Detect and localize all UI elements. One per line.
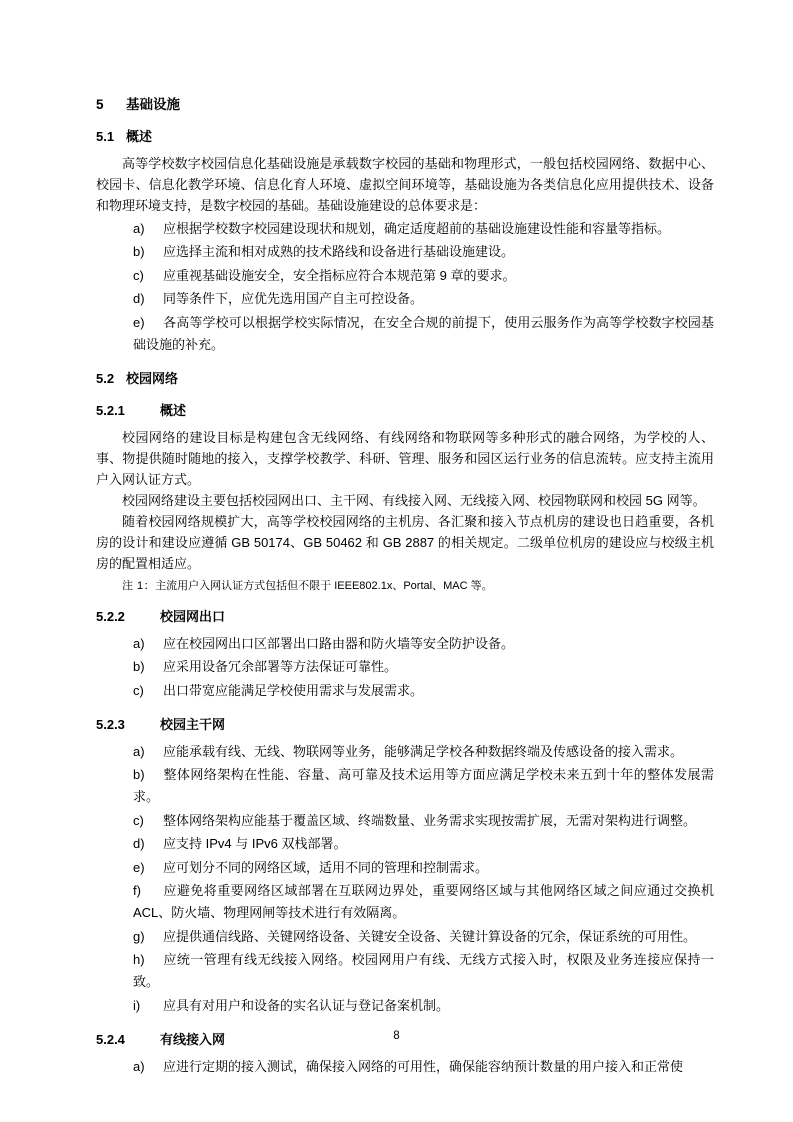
- item-text: 应统一管理有线无线接入网络。校园网用户有线、无线方式接入时，权限及业务连接应保持一致。: [133, 952, 714, 989]
- heading-title: 概述: [160, 402, 187, 418]
- list-item: [96, 995, 714, 1017]
- item-text: 整体网络架构在性能、容量、高可靠及技术运用等方面应满足学校未来五到十年的整体发展需求。: [133, 767, 714, 804]
- list-item: [96, 218, 714, 240]
- note-label: 注 1：: [122, 579, 156, 592]
- item-marker: b): [133, 244, 145, 259]
- heading-number: 5.2.1: [96, 402, 125, 418]
- list-5-2-4: [96, 1056, 714, 1078]
- item-text: 整体网络架构应能基于覆盖区域、终端数量、业务需求实现按需扩展，无需对架构进行调整。: [163, 812, 697, 828]
- paragraph-5-1-intro: 高等学校数字校园信息化基础设施是承载数字校园的基础和物理形式，一般包括校园网络、数据中心、校园卡、信息化教学环境、信息化育人环境、虚拟空间环境等，基础设施为各类信息化应用提供技术、设备和物理环境支持，是数字校园的基础。基础设施建设的总体要求是：: [96, 156, 714, 213]
- heading-number: 5.2.2: [96, 608, 125, 624]
- heading-title: 校园主干网: [160, 716, 226, 732]
- heading-section-5-2: [96, 370, 714, 388]
- heading-section-5-2-3: [96, 716, 714, 734]
- item-marker: a): [133, 220, 145, 236]
- list-item: [96, 241, 714, 263]
- list-item: [96, 741, 714, 763]
- heading-number: 5.2.3: [96, 716, 125, 732]
- item-text: 应支持 IPv4 与 IPv6 双栈部署。: [163, 836, 347, 851]
- list-item: [96, 764, 714, 808]
- item-marker: b): [133, 767, 145, 782]
- item-text: 各高等学校可以根据学校实际情况，在安全合规的前提下，使用云服务作为高等学校数字校园基础设施的补充。: [133, 314, 714, 352]
- list-item: [96, 833, 714, 855]
- item-text: 应进行定期的接入测试，确保接入网络的可用性，确保能容纳预计数量的用户接入和正常使: [163, 1058, 684, 1074]
- item-marker: b): [133, 659, 145, 674]
- heading-title: 概述: [126, 129, 153, 144]
- heading-number: 5.1: [96, 129, 115, 144]
- heading-section-5: [96, 96, 714, 114]
- list-5-1: [96, 218, 714, 356]
- list-item: [96, 265, 714, 287]
- paragraph-5-2-1-a: 校园网络的建设目标是构建包含无线网络、有线网络和物联网等多种形式的融合网络，为学校的人、事、物提供随时随地的接入，支撑学校教学、科研、管理、服务和园区运行业务的信息流转。应支持主流用户入网认证方式。: [96, 429, 714, 487]
- list-item: [96, 1056, 714, 1078]
- item-marker: e): [133, 859, 145, 875]
- list-5-2-3: [96, 741, 714, 1017]
- heading-section-5-1: [96, 128, 714, 146]
- list-5-2-2: [96, 633, 714, 702]
- heading-number: 5: [96, 97, 104, 112]
- document-content: [96, 88, 714, 1080]
- list-item: [96, 680, 714, 702]
- list-item: [96, 880, 714, 924]
- paragraph-5-2-1-c: 随着校园网络规模扩大，高等学校校园网络的主机房、各汇聚和接入节点机房的建设也日趋重要，各机房的设计和建设应遵循 GB 50174、GB 50462 和 GB 2887 的相关规定。二级单位机房的建设应与校级主机房的配置相适应。: [96, 513, 714, 571]
- item-text: 应选择主流和相对成熟的技术路线和设备进行基础设施建设。: [163, 244, 515, 259]
- item-marker: c): [133, 812, 144, 828]
- item-marker: c): [133, 682, 144, 698]
- item-text: 应采用设备冗余部署等方法保证可靠性。: [163, 659, 398, 674]
- item-marker: a): [133, 635, 145, 651]
- item-marker: d): [133, 836, 145, 851]
- item-marker: g): [133, 928, 145, 944]
- heading-section-5-2-1: [96, 402, 714, 420]
- item-text: 应能承载有线、无线、物联网等业务，能够满足学校各种数据终端及传感设备的接入需求。: [163, 743, 684, 759]
- paragraph-5-2-1-b: 校园网络建设主要包括校园网出口、主干网、有线接入网、无线接入网、校园物联网和校园 5G 网等。: [122, 492, 706, 508]
- item-marker: d): [133, 291, 145, 306]
- item-text: 出口带宽应能满足学校使用需求与发展需求。: [163, 682, 424, 698]
- item-marker: i): [133, 997, 141, 1013]
- list-item: [96, 633, 714, 655]
- list-item: [96, 949, 714, 993]
- item-marker: c): [133, 267, 144, 283]
- list-item: [96, 312, 714, 356]
- item-marker: a): [133, 743, 145, 759]
- item-text: 应根据学校数字校园建设现状和规划，确定适度超前的基础设施建设性能和容量等指标。: [163, 220, 671, 236]
- note-text: 主流用户入网认证方式包括但不限于 IEEE802.1x、Portal、MAC 等。: [155, 579, 493, 592]
- item-text: 应提供通信线路、关键网络设备、关键安全设备、关键计算设备的冗余，保证系统的可用性。: [163, 928, 697, 944]
- item-marker: f): [133, 883, 141, 898]
- item-marker: a): [133, 1058, 145, 1074]
- item-text: 同等条件下，应优先选用国产自主可控设备。: [163, 291, 424, 306]
- list-item: [96, 288, 714, 310]
- item-text: 应在校园网出口区部署出口路由器和防火墙等安全防护设备。: [163, 635, 515, 651]
- item-text: 应避免将重要网络区域部署在互联网边界处，重要网络区域与其他网络区域之间应通过交换机 ACL、防火墙、物理网闸等技术进行有效隔离。: [133, 883, 714, 920]
- heading-title: 基础设施: [126, 97, 180, 112]
- heading-number: 5.2.4: [96, 1031, 125, 1047]
- heading-title: 有线接入网: [160, 1031, 226, 1047]
- note-line: [122, 578, 714, 594]
- heading-title: 校园网络: [126, 370, 179, 386]
- page-number: 8: [393, 1030, 400, 1042]
- list-item: [96, 810, 714, 832]
- list-item: [96, 926, 714, 948]
- item-marker: e): [133, 314, 145, 330]
- heading-section-5-2-2: [96, 608, 714, 626]
- heading-title: 校园网出口: [160, 608, 226, 624]
- item-text: 应重视基础设施安全，安全指标应符合本规范第 9 章的要求。: [163, 267, 516, 283]
- heading-number: 5.2: [96, 370, 115, 386]
- list-item: [96, 656, 714, 678]
- item-text: 应具有对用户和设备的实名认证与登记备案机制。: [163, 997, 450, 1013]
- item-marker: h): [133, 952, 145, 967]
- list-item: [96, 857, 714, 879]
- item-text: 应可划分不同的网络区域，适用不同的管理和控制需求。: [163, 859, 489, 875]
